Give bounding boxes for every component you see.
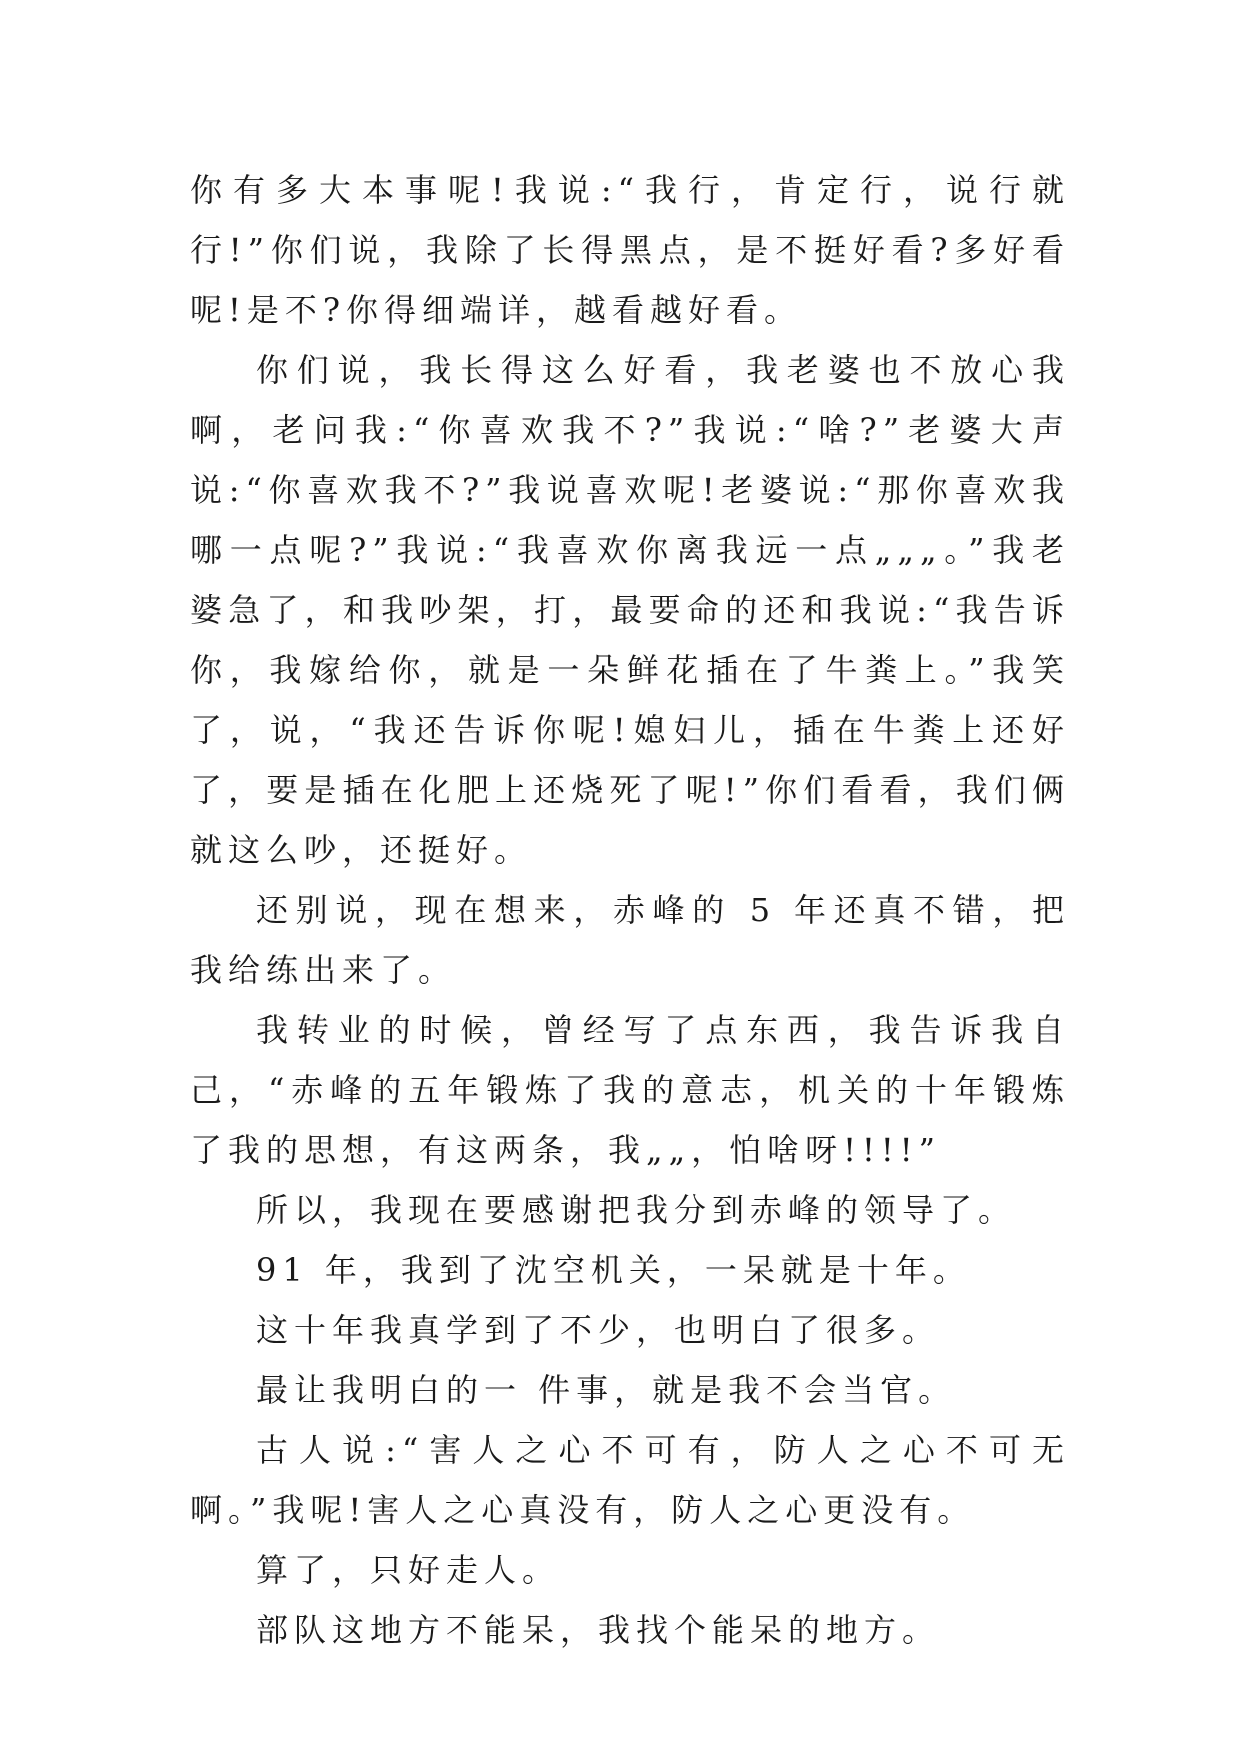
paragraph-7: 这十年我真学到了不少，也明白了很多。 bbox=[256, 1311, 941, 1349]
paragraph-4: 我转业的时候，曾经写了点东西，我告诉我自己，“赤峰的五年锻炼了我的意志，机关的十年锻炼了我的思想，有这两条，我„„，怕啥呀!!!!” bbox=[190, 1011, 1070, 1169]
paragraph-5: 所以，我现在要感谢把我分到赤峰的领导了。 bbox=[256, 1191, 1017, 1229]
paragraph-9: 古人说:“害人之心不可有，防人之心不可无啊。”我呢!害人之心真没有，防人之心更没有。 bbox=[190, 1431, 1070, 1529]
paragraph-1: 你有多大本事呢!我说:“我行，肯定行，说行就行!”你们说，我除了长得黑点，是不挺好看?多好看呢!是不?你得细端详，越看越好看。 bbox=[190, 171, 1070, 329]
paragraph-2: 你们说，我长得这么好看，我老婆也不放心我啊，老问我:“你喜欢我不?”我说:“啥?”老婆大声说:“你喜欢我不?”我说喜欢呢!老婆说:“那你喜欢我哪一点呢?”我说:“我喜欢你离我远一点„„„。”我老婆急了，和我吵架，打，最要命的还和我说:“我告诉你，我嫁给你，就是一朵鲜花插在了牛粪上。”我笑了，说，“我还告诉你呢!媳妇儿，插在牛粪上还好了，要是插在化肥上还烧死了呢!”你们看看，我们俩就这么吵，还挺好。 bbox=[190, 351, 1070, 869]
paragraph-10: 算了，只好走人。 bbox=[256, 1551, 561, 1589]
paragraph-6: 91 年，我到了沈空机关，一呆就是十年。 bbox=[256, 1251, 971, 1289]
document-body bbox=[190, 160, 1070, 1660]
paragraph-3: 还别说，现在想来，赤峰的 5 年还真不错，把我给练出来了。 bbox=[190, 891, 1070, 989]
paragraph-11: 部队这地方不能呆，我找个能呆的地方。 bbox=[256, 1611, 941, 1649]
paragraph-8: 最让我明白的一 件事，就是我不会当官。 bbox=[256, 1371, 957, 1409]
